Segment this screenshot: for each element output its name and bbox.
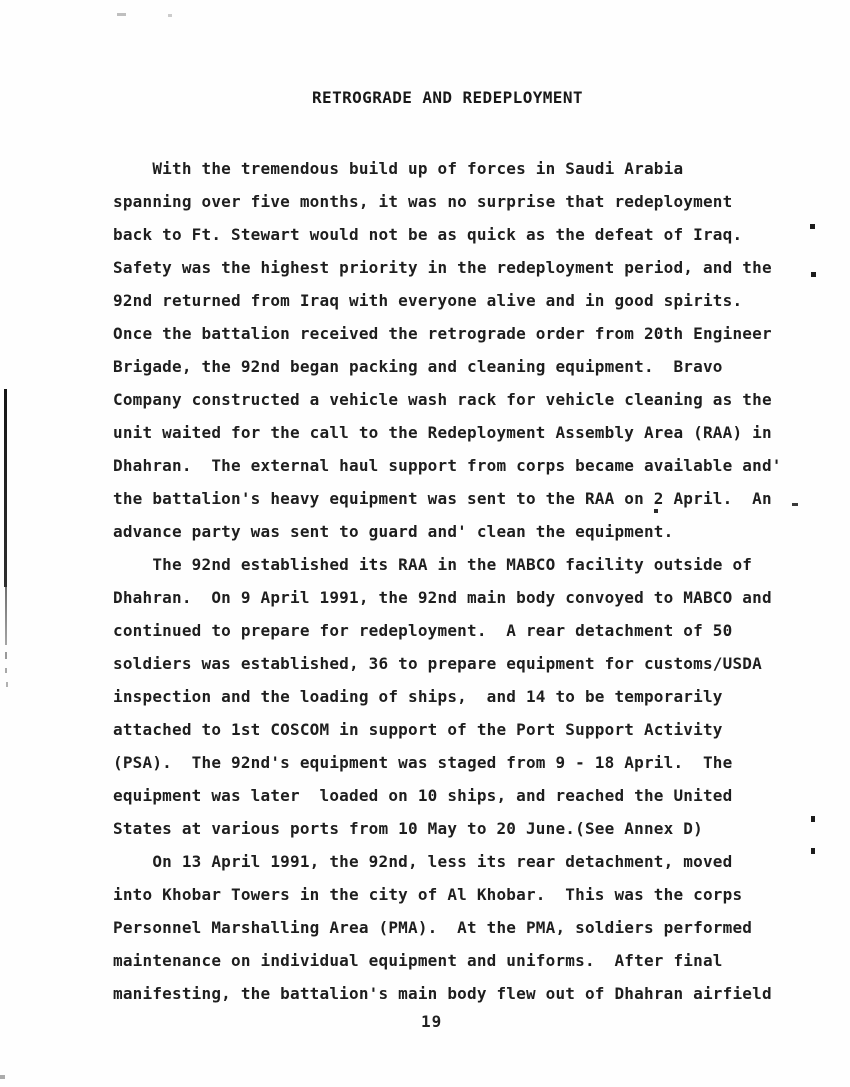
text-line: The 92nd established its RAA in the MABCO facility outside of bbox=[113, 555, 753, 574]
text-line: equipment was later loaded on 10 ships, and reached the United bbox=[113, 786, 733, 805]
text-line: manifesting, the battalion's main body flew out of Dhahran airfield bbox=[113, 984, 772, 1003]
text-line: back to Ft. Stewart would not be as quick as the defeat of Iraq. bbox=[113, 225, 743, 244]
text-line: Personnel Marshalling Area (PMA). At the PMA, soldiers performed bbox=[113, 918, 753, 937]
text-line: maintenance on individual equipment and uniforms. After final bbox=[113, 951, 723, 970]
scan-artifact-top-mark bbox=[117, 13, 126, 16]
scan-artifact-right-margin-dash bbox=[792, 503, 798, 506]
scan-artifact-right-margin-dot bbox=[811, 816, 815, 822]
text-line: into Khobar Towers in the city of Al Khobar. This was the corps bbox=[113, 885, 743, 904]
text-line: spanning over five months, it was no surprise that redeployment bbox=[113, 192, 733, 211]
document-body bbox=[113, 152, 803, 1010]
text-line: continued to prepare for redeployment. A rear detachment of 50 bbox=[113, 621, 733, 640]
scan-artifact-right-margin-dot bbox=[810, 224, 815, 229]
paragraph bbox=[113, 152, 803, 548]
text-line: On 13 April 1991, the 92nd, less its rear detachment, moved bbox=[113, 852, 733, 871]
text-line: Company constructed a vehicle wash rack for vehicle cleaning as the bbox=[113, 390, 772, 409]
text-line: Dhahran. The external haul support from corps became available and' bbox=[113, 456, 782, 475]
text-line: States at various ports from 10 May to 20 June.(See Annex D) bbox=[113, 819, 703, 838]
text-line: inspection and the loading of ships, and 14 to be temporarily bbox=[113, 687, 723, 706]
page-title: RETROGRADE AND REDEPLOYMENT bbox=[312, 88, 583, 107]
scan-artifact-left-margin-dash bbox=[5, 652, 7, 659]
scan-artifact-corner-mark bbox=[0, 1075, 5, 1079]
scan-artifact-right-margin-dot bbox=[811, 848, 815, 854]
page-number: 19 bbox=[421, 1012, 443, 1031]
scan-artifact-left-margin-line bbox=[4, 389, 7, 587]
scan-artifact-top-mark bbox=[168, 14, 172, 17]
text-line: With the tremendous build up of forces in Saudi Arabia bbox=[113, 159, 684, 178]
text-line: 92nd returned from Iraq with everyone alive and in good spirits. bbox=[113, 291, 743, 310]
text-line: attached to 1st COSCOM in support of the Port Support Activity bbox=[113, 720, 723, 739]
paragraph bbox=[113, 548, 803, 845]
scan-artifact-left-margin-line bbox=[5, 587, 7, 645]
text-line: Safety was the highest priority in the redeployment period, and the bbox=[113, 258, 772, 277]
scan-artifact-left-margin-dash bbox=[6, 682, 8, 687]
text-line: soldiers was established, 36 to prepare equipment for customs/USDA bbox=[113, 654, 762, 673]
text-line: advance party was sent to guard and' clean the equipment. bbox=[113, 522, 674, 541]
paragraph bbox=[113, 845, 803, 1010]
text-line: unit waited for the call to the Redeployment Assembly Area (RAA) in bbox=[113, 423, 772, 442]
text-line: the battalion's heavy equipment was sent to the RAA on 2 April. An bbox=[113, 489, 772, 508]
scan-artifact-right-margin-dot bbox=[811, 272, 816, 277]
text-line: Brigade, the 92nd began packing and cleaning equipment. Bravo bbox=[113, 357, 723, 376]
text-line: Once the battalion received the retrograde order from 20th Engineer bbox=[113, 324, 772, 343]
text-line: (PSA). The 92nd's equipment was staged from 9 - 18 April. The bbox=[113, 753, 733, 772]
scan-artifact-left-margin-dash bbox=[5, 668, 7, 673]
text-line: Dhahran. On 9 April 1991, the 92nd main body convoyed to MABCO and bbox=[113, 588, 772, 607]
scan-artifact-speck bbox=[654, 509, 658, 513]
